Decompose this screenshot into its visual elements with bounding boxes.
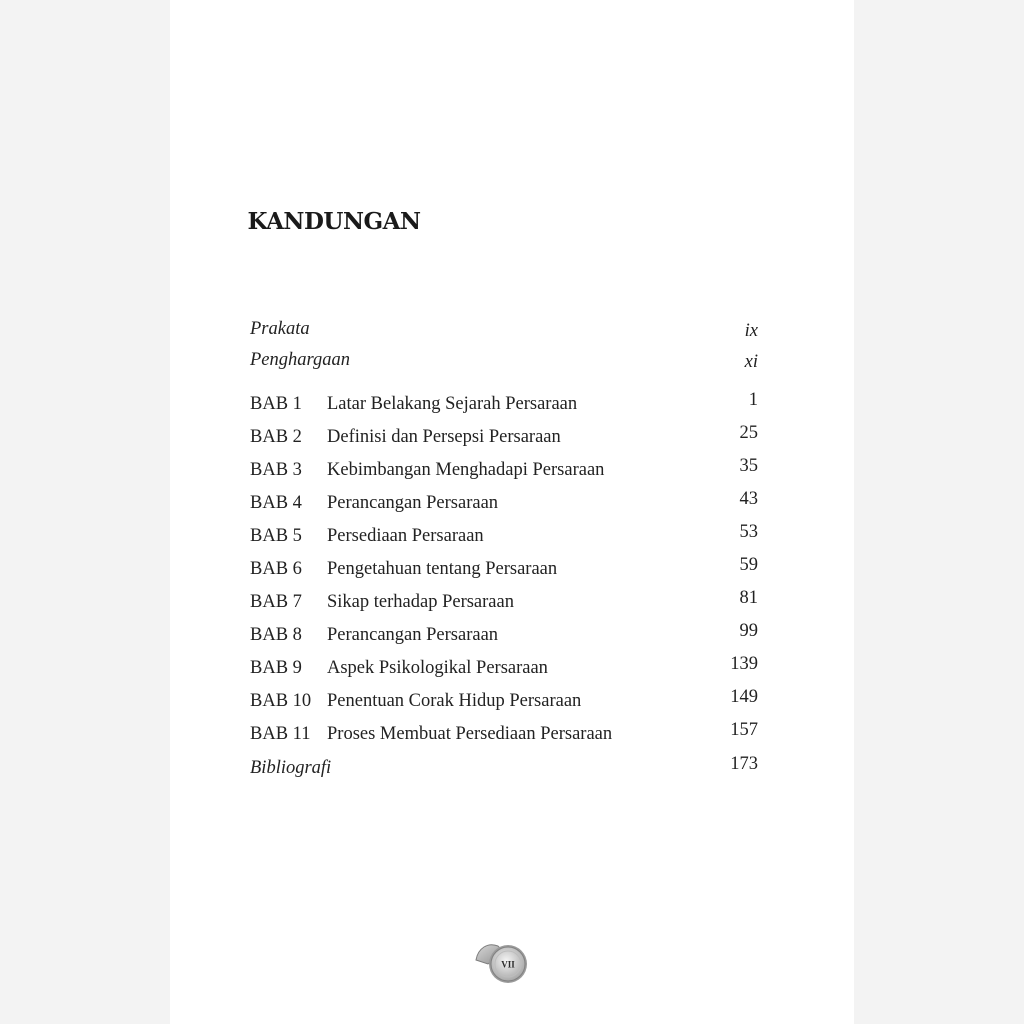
- toc-entry-page: 149: [730, 687, 758, 707]
- toc-entry-page: 25: [739, 423, 758, 443]
- chapter-title: Pengetahuan tentang Persaraan: [327, 559, 558, 579]
- toc-entry-label: Prakata: [250, 319, 310, 339]
- toc-entry-page: xi: [744, 352, 758, 372]
- toc-entry-page: 139: [730, 654, 758, 674]
- chapter-number: BAB 6: [250, 559, 302, 579]
- toc-entry-prakata: [250, 316, 758, 342]
- toc-entry-bab-9: [250, 655, 758, 681]
- page-badge-icon: [474, 938, 530, 986]
- chapter-title: Perancangan Persaraan: [327, 625, 499, 645]
- chapter-title: Definisi dan Persepsi Persaraan: [327, 427, 561, 447]
- chapter-number: BAB 11: [250, 724, 311, 744]
- toc-entry-page: 1: [748, 390, 758, 410]
- toc-entry-page: 99: [739, 621, 758, 641]
- toc-entry-bab-10: [250, 688, 758, 714]
- toc-entry-bab-8: [250, 622, 758, 648]
- chapter-title: Perancangan Persaraan: [327, 493, 499, 513]
- chapter-title: Sikap terhadap Persaraan: [327, 592, 514, 612]
- toc-entry-page: 59: [739, 555, 758, 575]
- toc-entry-penghargaan: [250, 347, 758, 373]
- toc-entry-label: Penghargaan: [250, 350, 351, 370]
- chapter-number: BAB 5: [250, 526, 302, 546]
- toc-entry-page: 35: [739, 456, 758, 476]
- chapter-number: BAB 4: [250, 493, 302, 513]
- toc-entry-page: 173: [730, 754, 758, 774]
- toc-entry-bab-11: [250, 721, 758, 747]
- toc-entry-page: 53: [739, 522, 758, 542]
- toc-entry-bab-4: [250, 490, 758, 516]
- page-number-badge: [474, 938, 530, 986]
- chapter-number: BAB 8: [250, 625, 302, 645]
- toc-entry-bab-5: [250, 523, 758, 549]
- toc-entry-page: 81: [739, 588, 758, 608]
- toc-entry-page: ix: [744, 321, 758, 341]
- toc-entry-bab-1: [250, 391, 758, 417]
- chapter-title: Persediaan Persaraan: [327, 526, 484, 546]
- toc-entry-bab-2: [250, 424, 758, 450]
- toc-entry-page: 43: [739, 489, 758, 509]
- chapter-number: BAB 10: [250, 691, 312, 711]
- toc-entry-page: 157: [730, 720, 758, 740]
- chapter-number: BAB 1: [250, 394, 302, 414]
- chapter-number: BAB 9: [250, 658, 302, 678]
- toc-entry-label: Bibliografi: [250, 758, 332, 778]
- toc-entry-bab-6: [250, 556, 758, 582]
- chapter-title: Kebimbangan Menghadapi Persaraan: [327, 460, 605, 480]
- toc-entry-bab-7: [250, 589, 758, 615]
- chapter-title: Proses Membuat Persediaan Persaraan: [327, 724, 613, 744]
- toc-entry-bab-3: [250, 457, 758, 483]
- chapter-title: Latar Belakang Sejarah Persaraan: [327, 394, 578, 414]
- page-title: KANDUNGAN: [247, 208, 421, 235]
- chapter-number: BAB 3: [250, 460, 302, 480]
- chapter-title: Penentuan Corak Hidup Persaraan: [327, 691, 582, 711]
- chapter-number: BAB 2: [250, 427, 302, 447]
- chapter-number: BAB 7: [250, 592, 302, 612]
- page-number: VII: [501, 959, 515, 970]
- chapter-title: Aspek Psikologikal Persaraan: [327, 658, 548, 678]
- toc-entry-bibliografi: [250, 755, 758, 781]
